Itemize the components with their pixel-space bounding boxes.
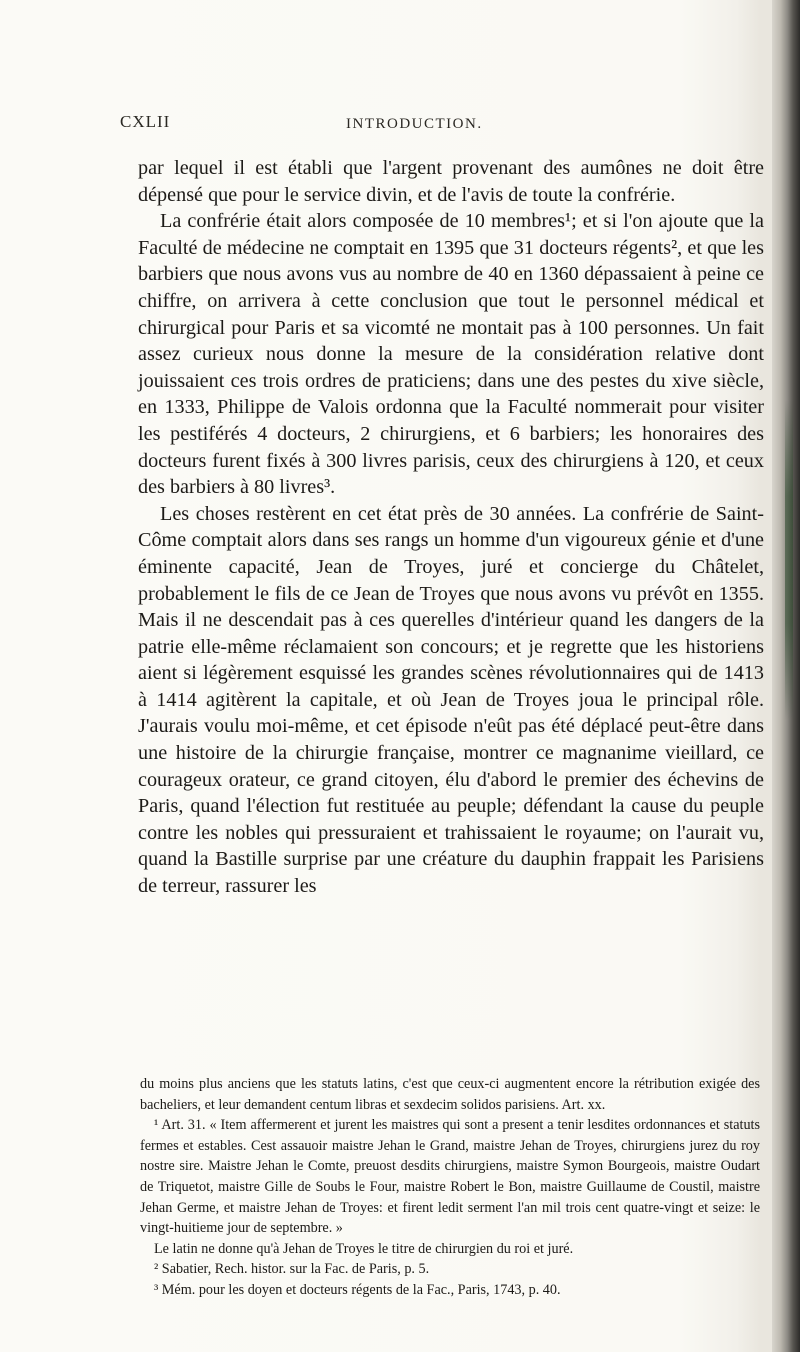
footnote-continuation: du moins plus anciens que les statuts latins, c'est que ceux-ci augmentent encore la rétribution exigée des bacheliers, et leur demandent centum libras et sexdecim solidos parisiens. Art. xx. [140, 1076, 760, 1113]
paragraph: La confrérie était alors composée de 10 membres¹; et si l'on ajoute que la Faculté de médecine ne comptait en 1395 que 31 docteurs régents², et que les barbiers que nous avons vus au nombre de 40 en 1360 dépassaient à peine ce chiffre, on arrivera à cette conclusion que tout le personnel médical et chirurgical pour Paris et sa vicomté ne montait pas à 100 personnes. Un fait assez curieux nous donne la mesure de la considération relative dont jouissaient ces trois ordres de praticiens; dans une des pestes du xive siècle, en 1333, Philippe de Valois ordonna que la Faculté nommerait pour visiter les pestiférés 4 docteurs, 2 chirurgiens, et 6 barbiers; les honoraires des docteurs furent fixés à 300 livres parisis, ceux des chirurgiens à 120, et ceux des barbiers à 80 livres³. [138, 210, 764, 499]
paragraph: par lequel il est établi que l'argent provenant des aumônes ne doit être dépensé que pour le service divin, et de l'avis de toute la confrérie. [138, 157, 764, 206]
footnote: ² Sabatier, Rech. histor. sur la Fac. de Paris, p. 5. [154, 1261, 430, 1278]
page-header [120, 112, 772, 142]
footnote: Le latin ne donne qu'à Jehan de Troyes le titre de chirurgien du roi et juré. [154, 1240, 574, 1257]
footnotes [140, 1074, 760, 1301]
footnote: ¹ Art. 31. « Item affermerent et jurent les maistres qui sont a present a tenir lesdites ordonnances et statuts fermes et estables. Cest assauoir maistre Jehan le Grand, maistre Jehan de Troyes, chirurgiens jurez du roy nostre sire. Maistre Jehan le Comte, preuost desdits chirurgiens, maistre Symon Bourgeois, maistre Oudart de Triquetot, maistre Gille de Soubs le Four, maistre Robert le Bon, maistre Guillaume de Coustil, maistre Jehan Germe, et maistre Jehan de Troyes: et firent ledit serment l'an mil trois cent quatre-vingt et seize: le vingt-huitieme jour de septembre. » [140, 1117, 760, 1237]
footnote: ³ Mém. pour les doyen et docteurs régents de la Fac., Paris, 1743, p. 40. [154, 1281, 561, 1298]
page-number: CXLII [120, 112, 171, 131]
running-title: INTRODUCTION. [346, 116, 483, 132]
book-edge-shadow [785, 400, 793, 720]
main-text [138, 155, 764, 900]
paragraph: Les choses restèrent en cet état près de 30 années. La confrérie de Saint-Côme comptait alors dans ses rangs un homme d'un vigoureux génie et d'une éminente capacité, Jean de Troyes, juré et concierge du Châtelet, probablement le fils de ce Jean de Troyes que nous avons vu prévôt en 1355. Mais il ne descendait pas à ces querelles d'intérieur quand les dangers de la patrie elle-même réclamaient son concours; et je regrette que les historiens aient si légèrement esquissé les grandes scènes révolutionnaires qui de 1413 à 1414 agitèrent la capitale, et où Jean de Troyes joua le principal rôle. J'aurais voulu moi-même, et cet épisode n'eût pas été déplacé peut-être dans une histoire de la chirurgie française, montrer ce magnanime vieillard, ce courageux orateur, ce grand citoyen, élu d'abord le premier des échevins de Paris, quand l'élection fut restituée au peuple; défendant la cause du peuple contre les nobles qui pressuraient et trahissaient le royaume; on l'aurait vu, quand la Bastille surprise par une créature du dauphin frappait les Parisiens de terreur, rassurer les [138, 502, 764, 898]
